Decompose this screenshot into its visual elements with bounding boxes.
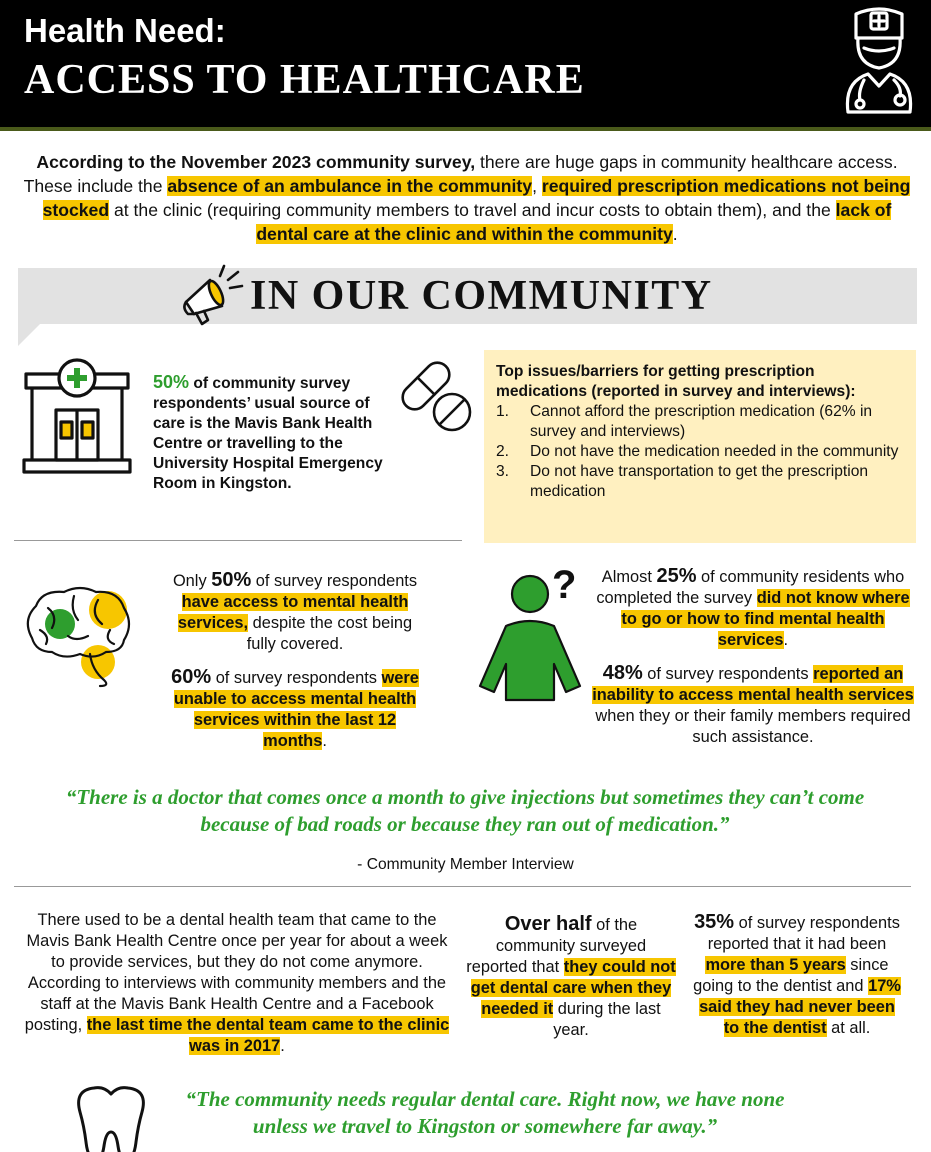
prescription-barriers-heading: Top issues/barriers for getting prescription medications (reported in survey and interviews): bbox=[496, 363, 856, 400]
stat-highlight: have access to mental health services, bbox=[177, 593, 409, 632]
stat-highlight: 17% said they had never been to the dentist bbox=[699, 977, 901, 1037]
stat-highlight: did not know where to go or how to find mental health services bbox=[621, 589, 910, 649]
clinic-stat-text: of community survey respondents’ usual source of care is the Mavis Bank Health Centre or travelling to the University Hospital Emergency Room in Kingston. bbox=[153, 375, 383, 492]
header-divider bbox=[0, 127, 931, 131]
stat-text: of community residents who completed the survey bbox=[596, 568, 905, 607]
pill-icon bbox=[392, 352, 474, 434]
svg-text:?: ? bbox=[552, 563, 577, 607]
stat-text: Only bbox=[172, 572, 212, 590]
intro-text: , bbox=[532, 176, 542, 196]
header-subtitle: Health Need: bbox=[24, 12, 226, 49]
megaphone-icon bbox=[176, 262, 244, 328]
stat-percent: Over half bbox=[504, 913, 592, 935]
intro-highlight-dental: lack of dental care at the clinic and within the community bbox=[256, 200, 892, 244]
dental-history-text bbox=[22, 910, 452, 1057]
clinic-stat bbox=[153, 372, 393, 494]
quote-attribution: - Community Member Interview bbox=[357, 856, 574, 873]
stat-highlight: were unable to access mental health services within the last 12 months bbox=[173, 669, 419, 750]
header-bar bbox=[0, 0, 931, 127]
stat-text: at all. bbox=[826, 1019, 871, 1037]
mental-health-stat-3 bbox=[588, 566, 918, 651]
person-question-icon bbox=[468, 562, 586, 702]
intro-paragraph bbox=[22, 150, 912, 246]
stat-percent: 35% bbox=[694, 911, 735, 933]
stat-text: of survey respondents bbox=[211, 669, 382, 687]
stat-highlight: more than 5 years bbox=[705, 956, 846, 974]
prescription-barriers-box bbox=[484, 350, 916, 543]
list-item-text: Cannot afford the prescription medication (62% in survey and interviews) bbox=[530, 403, 873, 440]
dental-stat-35 bbox=[690, 912, 904, 1039]
tooth-icon bbox=[70, 1082, 152, 1152]
banner-tail bbox=[18, 324, 40, 346]
intro-text: at the clinic (requiring community members to travel and incur costs to obtain them), and the bbox=[109, 200, 836, 220]
list-item bbox=[496, 442, 904, 462]
stat-text: since going to the dentist and bbox=[693, 956, 889, 995]
stat-text: of the community surveyed reported that bbox=[466, 916, 647, 976]
stat-highlight: the last time the dental team came to the clinic was in 2017 bbox=[86, 1016, 450, 1055]
mental-health-left bbox=[170, 570, 420, 752]
mental-health-stat-4 bbox=[588, 663, 918, 748]
stat-text: . bbox=[322, 732, 327, 750]
list-item-text: Do not have transportation to get the prescription medication bbox=[530, 463, 869, 500]
intro-lead: According to the November 2023 community survey, bbox=[36, 152, 476, 172]
stat-percent: 60% bbox=[171, 666, 212, 688]
dental-quote: “The community needs regular dental care. Right now, we have none unless we travel to Kingston or somewhere far away.” bbox=[185, 1087, 785, 1138]
stat-percent: 50% bbox=[211, 569, 252, 591]
section-divider bbox=[14, 540, 462, 541]
intro-text: there are huge gaps in community healthcare access. These include the bbox=[23, 152, 898, 196]
prescription-barriers-list bbox=[496, 402, 904, 502]
nurse-icon bbox=[834, 4, 924, 116]
list-item bbox=[496, 462, 904, 502]
intro-text: . bbox=[672, 224, 678, 244]
mental-health-stat-1 bbox=[170, 570, 420, 655]
stat-highlight: they could not get dental care when they needed it bbox=[470, 958, 676, 1018]
stat-highlight: reported an inability to access mental health services bbox=[592, 665, 914, 704]
dental-stat-over-half bbox=[466, 914, 676, 1041]
stat-text: of survey respondents reported that it had been bbox=[707, 914, 900, 953]
brain-icon bbox=[18, 580, 136, 690]
mental-health-right bbox=[588, 566, 918, 748]
mental-health-stat-2 bbox=[170, 667, 420, 752]
doctor-quote: “There is a doctor that comes once a month to give injections but sometimes they can’t come because of bad roads or because they ran out of medication.” bbox=[65, 785, 865, 836]
intro-highlight-ambulance: absence of an ambulance in the community bbox=[167, 176, 533, 196]
list-item bbox=[496, 402, 904, 442]
page-title: ACCESS TO HEALTHCARE bbox=[24, 57, 585, 103]
list-item-number: 1. bbox=[496, 403, 510, 420]
stat-text: of survey respondents bbox=[642, 665, 814, 683]
stat-text: when they or their family members required such assistance. bbox=[595, 707, 911, 746]
section-divider bbox=[14, 886, 911, 887]
list-item-text: Do not have the medication needed in the community bbox=[530, 443, 899, 460]
clinic-icon bbox=[22, 356, 132, 474]
stat-percent: 25% bbox=[656, 565, 697, 587]
stat-text: . bbox=[280, 1037, 285, 1055]
banner-title: IN OUR COMMUNITY bbox=[250, 273, 713, 319]
stat-text: during the last year. bbox=[553, 1000, 661, 1039]
list-item-number: 2. bbox=[496, 443, 510, 460]
stat-text: Almost bbox=[601, 568, 657, 586]
stat-text: There used to be a dental health team that came to the Mavis Bank Health Centre once per year for about a week to provide services, but they do not come anymore. According to interviews with community members and the staff at the Mavis Bank Health Centre and a Facebook posting, bbox=[24, 911, 448, 1034]
stat-text: despite the cost being fully covered. bbox=[246, 614, 413, 653]
clinic-stat-percent: 50% bbox=[153, 372, 190, 392]
intro-highlight-prescription: required prescription medications not being stocked bbox=[42, 176, 911, 220]
stat-percent: 48% bbox=[602, 662, 643, 684]
list-item-number: 3. bbox=[496, 463, 510, 480]
stat-text: of survey respondents bbox=[251, 572, 418, 590]
stat-text: . bbox=[783, 631, 789, 649]
